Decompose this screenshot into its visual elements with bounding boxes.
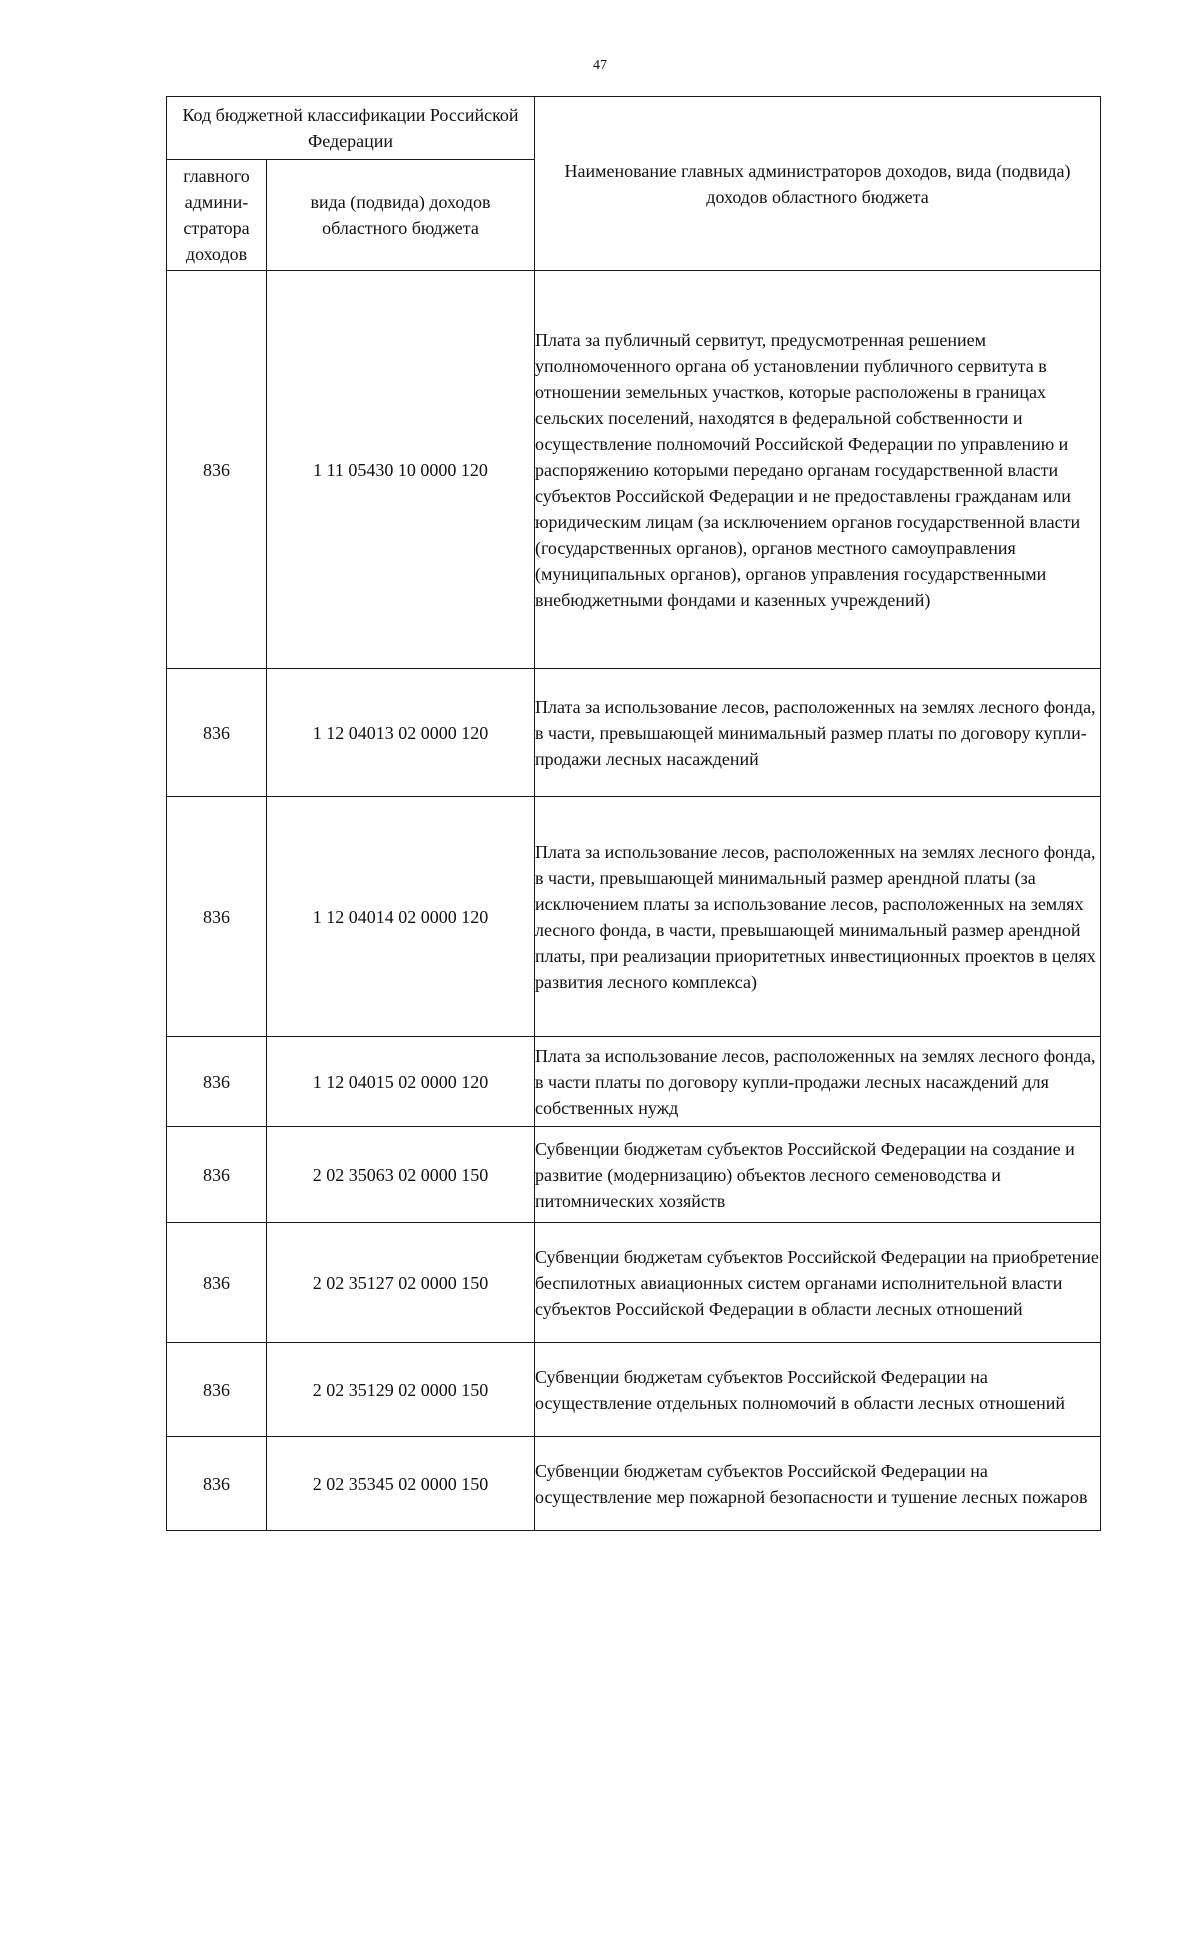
revenue-name-cell: Плата за публичный сервитут, предусмотренная решением уполномоченного органа об установлении публичного сервитута в отношении земельных участков, которые расположены в границах сельских поселений, находятся в федеральной собственности и осуществление полномочий Российской Федерации по управлению и распоряжению которыми передано органам государственной власти субъектов Российской Федерации и не предоставлены гражданам или юридическим лицам (за исключением органов государственной власти (государственных органов), органов местного самоуправления (муниципальных органов), органов управления государственными внебюджетными фондами и казенных учреждений)	[535, 271, 1101, 669]
admin-code-cell: 836	[167, 1127, 267, 1223]
admin-code-cell: 836	[167, 1343, 267, 1437]
header-row-group	[167, 97, 1101, 160]
table-row	[167, 1127, 1101, 1223]
header-revenue-type: вида (подвида) доходов областного бюджета	[267, 160, 535, 271]
table-row	[167, 271, 1101, 669]
header-admin-line: главного	[183, 166, 250, 186]
revenue-name-cell: Субвенции бюджетам субъектов Российской Федерации на осуществление отдельных полномочий в области лесных отношений	[535, 1343, 1101, 1437]
revenue-name-cell: Плата за использование лесов, расположенных на землях лесного фонда, в части, превышающей минимальный размер платы по договору купли-продажи лесных насаждений	[535, 669, 1101, 797]
table-row	[167, 1437, 1101, 1531]
revenue-code-cell: 2 02 35063 02 0000 150	[267, 1127, 535, 1223]
revenue-code-cell: 1 12 04015 02 0000 120	[267, 1037, 535, 1127]
revenue-name-cell: Субвенции бюджетам субъектов Российской Федерации на приобретение беспилотных авиационных систем органами исполнительной власти субъектов Российской Федерации в области лесных отношений	[535, 1223, 1101, 1343]
table-row	[167, 1343, 1101, 1437]
page-number: 47	[593, 58, 607, 73]
revenue-name-cell: Плата за использование лесов, расположенных на землях лесного фонда, в части, превышающей минимальный размер арендной платы (за исключением платы за использование лесов, расположенных на землях лесного фонда, в части, превышающей минимальный размер арендной платы, при реализации приоритетных инвестиционных проектов в целях развития лесного комплекса)	[535, 797, 1101, 1037]
header-admin-line: доходов	[185, 244, 248, 264]
admin-code-cell: 836	[167, 797, 267, 1037]
header-chief-administrator	[167, 160, 267, 271]
revenue-code-cell: 1 12 04013 02 0000 120	[267, 669, 535, 797]
revenue-code-cell: 1 12 04014 02 0000 120	[267, 797, 535, 1037]
admin-code-cell: 836	[167, 1437, 267, 1531]
table-row	[167, 797, 1101, 1037]
revenue-code-cell: 2 02 35127 02 0000 150	[267, 1223, 535, 1343]
revenue-code-cell: 2 02 35129 02 0000 150	[267, 1343, 535, 1437]
admin-code-cell: 836	[167, 1037, 267, 1127]
header-administrator-name: Наименование главных администраторов доходов, вида (подвида) доходов областного бюджета	[535, 97, 1101, 271]
admin-code-cell: 836	[167, 669, 267, 797]
admin-code-cell: 836	[167, 1223, 267, 1343]
revenue-code-cell: 2 02 35345 02 0000 150	[267, 1437, 535, 1531]
header-admin-line: админи-	[184, 192, 249, 212]
header-budget-classification-code: Код бюджетной классификации Российской Федерации	[167, 97, 535, 160]
header-admin-line: стратора	[183, 218, 250, 238]
admin-code-cell: 836	[167, 271, 267, 669]
table-row	[167, 1223, 1101, 1343]
revenue-name-cell: Субвенции бюджетам субъектов Российской Федерации на создание и развитие (модернизацию) объектов лесного семеноводства и питомнических хозяйств	[535, 1127, 1101, 1223]
revenue-name-cell: Субвенции бюджетам субъектов Российской Федерации на осуществление мер пожарной безопасности и тушение лесных пожаров	[535, 1437, 1101, 1531]
table-row	[167, 669, 1101, 797]
table-row	[167, 1037, 1101, 1127]
revenue-name-cell: Плата за использование лесов, расположенных на землях лесного фонда, в части платы по договору купли-продажи лесных насаждений для собственных нужд	[535, 1037, 1101, 1127]
revenue-code-cell: 1 11 05430 10 0000 120	[267, 271, 535, 669]
revenue-classification-table	[166, 96, 1101, 1531]
